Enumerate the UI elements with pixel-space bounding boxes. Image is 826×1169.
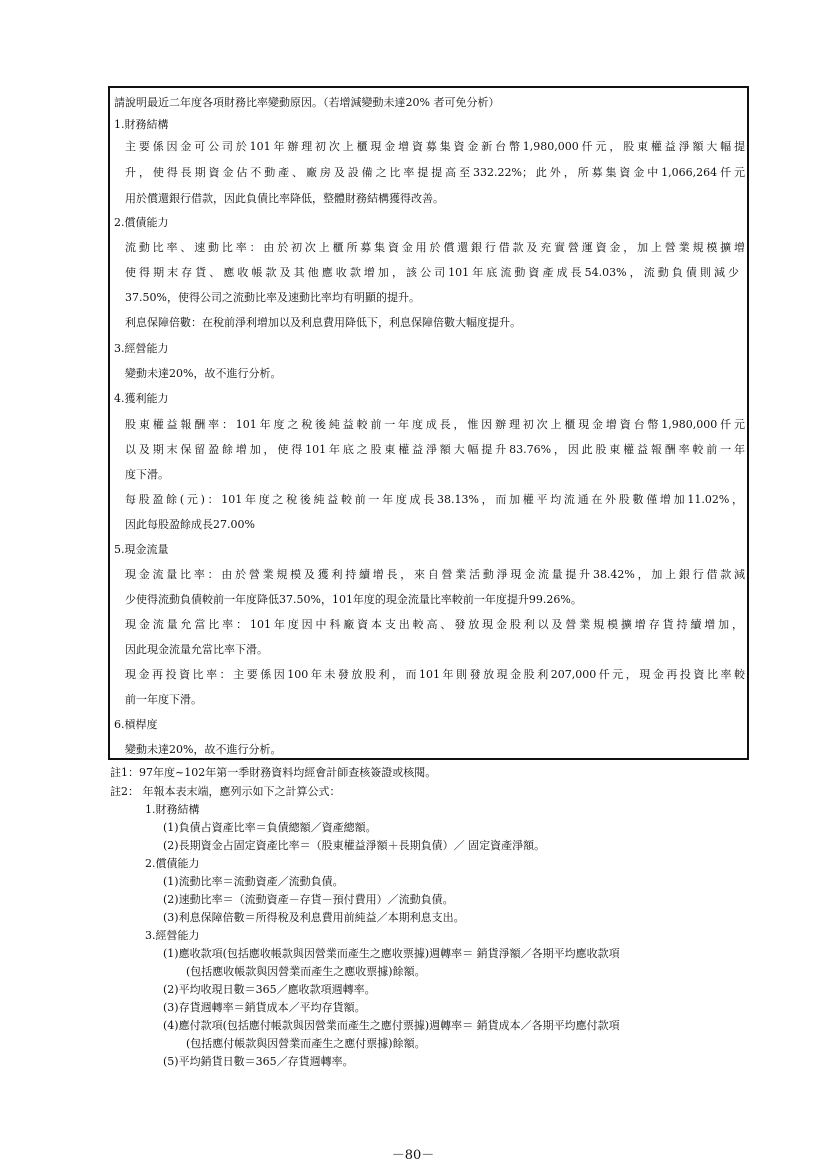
section-6-line-1: 變動未達20%，故不進行分析。 xyxy=(125,743,282,756)
section-2-line-2: 使得期末存貨、應收帳款及其他應收款增加，該公司101年底流動資產成長54.03%，流動負債則減少 xyxy=(125,266,739,279)
formula-2-1: (1)流動比率＝流動資產／流動負債。 xyxy=(163,875,344,888)
formula-3-3: (3)存貨週轉率＝銷貨成本／平均存貨額。 xyxy=(163,1001,366,1014)
section-1-title: 1.財務結構 xyxy=(114,118,169,131)
formula-3-1a: (1)應收款項(包括應收帳款與因營業而產生之應收票據)週轉率＝ 銷貨淨額／各期平均應收款項 xyxy=(163,947,620,960)
page-number: －80－ xyxy=(391,1148,435,1163)
section-3-title: 3.經營能力 xyxy=(114,342,169,355)
formula-2-3: (3)利息保障倍數＝所得稅及利息費用前純益／本期利息支出。 xyxy=(163,911,465,924)
formula-3-4b: (包括應付帳款與因營業而產生之應付票據)餘額。 xyxy=(186,1037,426,1050)
formula-group-2-title: 2.償債能力 xyxy=(145,857,200,870)
section-5-line-3: 現金流量允當比率：101年度因中科廠資本支出較高、發放現金股利以及營業規模擴增存貨持續增加， xyxy=(125,618,743,631)
formula-group-3-title: 3.經營能力 xyxy=(145,929,200,942)
formula-1-1: (1)負債占資產比率＝負債總額／資產總額。 xyxy=(163,821,377,834)
section-3-line-1: 變動未達20%，故不進行分析。 xyxy=(125,367,282,380)
formula-3-2: (2)平均收現日數＝365／應收款項週轉率。 xyxy=(163,983,376,996)
formula-3-5: (5)平均銷貨日數＝365／存貨週轉率。 xyxy=(163,1055,354,1068)
section-5-line-6: 前一年度下滑。 xyxy=(125,693,202,706)
section-2-line-4: 利息保障倍數：在稅前淨利增加以及利息費用降低下，利息保障倍數大幅度提升。 xyxy=(125,316,521,329)
note-1: 註1：97年度~102年第一季財務資料均經會計師查核簽證或核閱。 xyxy=(110,766,437,779)
intro-text: 請說明最近二年度各項財務比率變動原因。（若增減變動未達20% 者可免分析） xyxy=(114,96,500,109)
formula-2-2: (2)速動比率＝（流動資產－存貨－預付費用）／流動負債。 xyxy=(163,893,454,906)
section-4-line-4: 每股盈餘(元)：101年度之稅後純益較前一年度成長38.13%，而加權平均流通在外股數僅增加11.02%， xyxy=(125,493,743,506)
section-2-title: 2.償債能力 xyxy=(114,216,169,229)
section-4-line-3: 度下滑。 xyxy=(125,468,169,481)
section-5-title: 5.現金流量 xyxy=(114,543,169,556)
formula-3-4a: (4)應付款項(包括應付帳款與因營業而產生之應付票據)週轉率＝ 銷貨成本／各期平均應付款項 xyxy=(163,1019,620,1032)
section-6-title: 6.槓桿度 xyxy=(114,718,158,731)
section-5-line-1: 現金流量比率：由於營業規模及獲利持續增長，來自營業活動淨現金流量提升38.42%，加上銀行借款減 xyxy=(125,568,745,581)
formula-group-1-title: 1.財務結構 xyxy=(145,803,200,816)
section-2-line-1: 流動比率、速動比率：由於初次上櫃所募集資金用於償還銀行借款及充實營運資金，加上營業規模擴增 xyxy=(125,241,745,254)
section-5-line-5: 現金再投資比率：主要係因100年未發放股利，而101年則發放現金股利207,000仟元，現金再投資比率較 xyxy=(125,668,745,681)
section-5-line-2: 少使得流動負債較前一年度降低37.50%，101年度的現金流量比率較前一年度提升99.26%。 xyxy=(125,593,582,606)
formula-3-1b: (包括應收帳款與因營業而產生之應收票據)餘額。 xyxy=(186,965,426,978)
section-5-line-4: 因此現金流量允當比率下滑。 xyxy=(125,643,268,656)
section-1-line-1: 主要係因金可公司於101年辦理初次上櫃現金增資募集資金新台幣1,980,000仟元，股東權益淨額大幅提 xyxy=(125,140,745,153)
formula-1-2: (2)長期資金占固定資產比率＝（股東權益淨額＋長期負債）／ 固定資產淨額。 xyxy=(163,839,546,852)
section-1-line-3: 用於償還銀行借款，因此負債比率降低，整體財務結構獲得改善。 xyxy=(125,192,444,205)
section-2-line-3: 37.50%，使得公司之流動比率及速動比率均有明顯的提升。 xyxy=(125,291,420,304)
section-4-line-1: 股東權益報酬率：101年度之稅後純益較前一年度成長，惟因辦理初次上櫃現金增資台幣1,980,000仟元 xyxy=(125,418,745,431)
section-4-line-2: 以及期末保留盈餘增加，使得101年底之股東權益淨額大幅提升83.76%，因此股東權益報酬率較前一年 xyxy=(125,443,745,456)
section-1-line-2: 升，使得長期資金佔不動產、廠房及設備之比率提提高至332.22%；此外，所募集資金中1,066,264仟元 xyxy=(125,166,745,179)
note-2: 註2： 年報本表末端，應列示如下之計算公式： xyxy=(110,785,341,798)
section-4-title: 4.獲利能力 xyxy=(114,392,169,405)
section-4-line-5: 因此每股盈餘成長27.00% xyxy=(125,518,255,531)
